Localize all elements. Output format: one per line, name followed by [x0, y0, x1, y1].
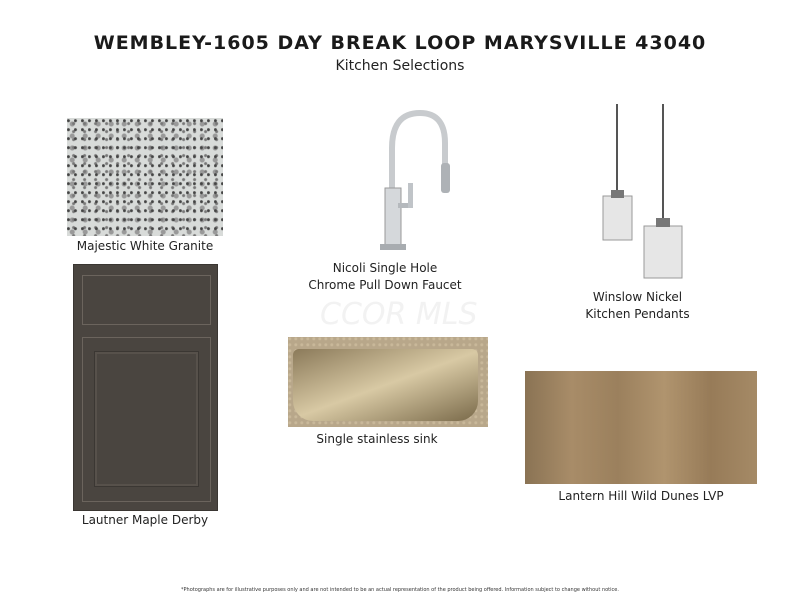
page-subtitle: Kitchen Selections — [335, 58, 465, 74]
disclaimer-footnote: *Photographs are for illustrative purposes only and are not intended to be an actual representation of the product being offered. Information subject to change without notice. — [181, 587, 619, 593]
lvp-caption: Lantern Hill Wild Dunes LVP — [558, 489, 724, 503]
sink-caption: Single stainless sink — [316, 432, 438, 446]
pendants-caption-line1: Winslow Nickel — [592, 290, 683, 304]
page-title: WEMBLEY-1605 DAY BREAK LOOP MARYSVILLE 43040 — [93, 32, 707, 54]
watermark: CCOR MLS — [320, 297, 478, 332]
faucet-caption-line1: Nicoli Single Hole — [332, 261, 438, 275]
faucet-caption-line2: Chrome Pull Down Faucet — [308, 278, 462, 292]
cabinet-caption: Lautner Maple Derby — [81, 513, 209, 527]
lvp-flooring-image — [525, 371, 757, 484]
faucet-image — [370, 108, 460, 256]
sink-image — [288, 337, 488, 427]
granite-caption: Majestic White Granite — [76, 239, 214, 253]
granite-image — [67, 118, 223, 236]
cabinet-image — [73, 264, 218, 511]
pendants-caption-line2: Kitchen Pendants — [585, 307, 690, 321]
pendants-image — [598, 104, 688, 280]
